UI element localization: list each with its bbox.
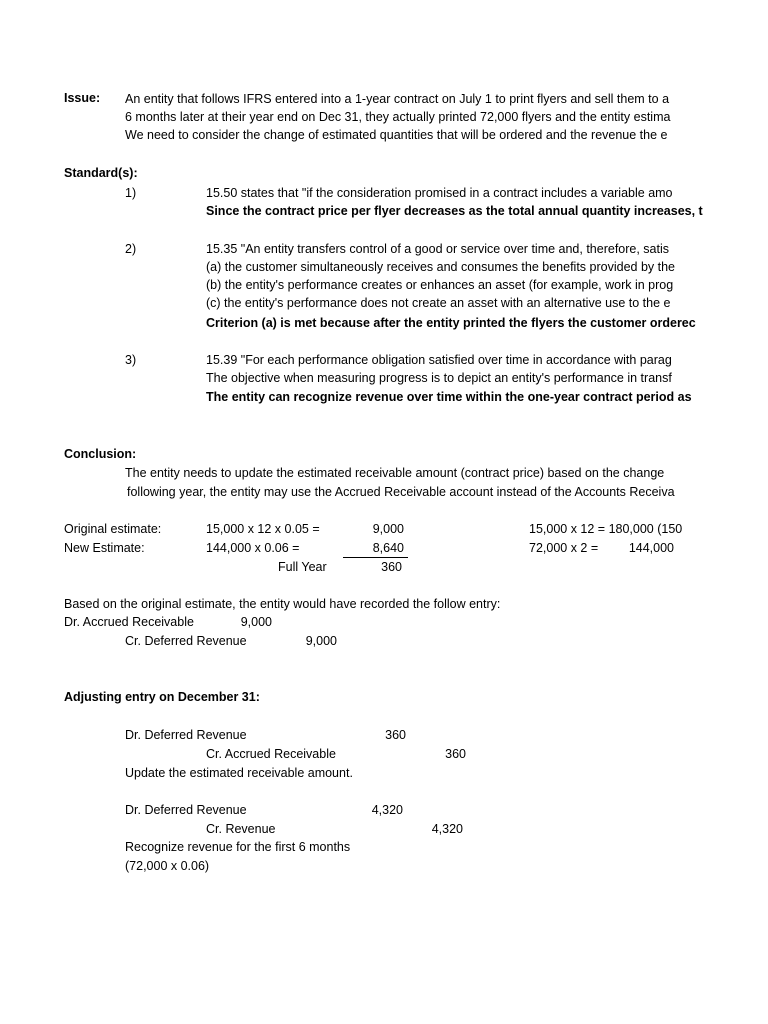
original-estimate-calc: 15,000 x 12 x 0.05 = <box>206 522 320 536</box>
issue-line-1: An entity that follows IFRS entered into a 1-year contract on July 1 to print flyers and sell them to a <box>125 92 670 106</box>
standard-2-number: 2) <box>125 242 137 256</box>
standard-3-line-1: 15.39 "For each performance obligation satisfied over time in accordance with parag <box>206 353 672 367</box>
standard-3-number: 3) <box>125 353 137 367</box>
original-entry-credit-label: Cr. Deferred Revenue <box>125 634 247 648</box>
subtotal-underline <box>343 557 408 558</box>
adjusting-entry-1-debit-label: Dr. Deferred Revenue <box>125 728 247 742</box>
original-estimate-value: 9,000 <box>372 522 404 536</box>
original-entry-debit-value: 9,000 <box>240 615 272 629</box>
issue-line-2: 6 months later at their year end on Dec 31, they actually printed 72,000 flyers and the entity estima <box>125 110 671 124</box>
original-entry-debit-label: Dr. Accrued Receivable <box>64 615 194 629</box>
full-year-value: 360 <box>381 560 402 574</box>
adjusting-entry-1-debit-value: 360 <box>385 728 406 742</box>
standard-2-line-1: 15.35 "An entity transfers control of a good or service over time and, therefore, satis <box>206 242 670 256</box>
issue-label: Issue: <box>64 91 101 105</box>
original-entry-intro: Based on the original estimate, the entity would have recorded the follow entry: <box>64 597 501 611</box>
standards-label: Standard(s): <box>64 166 138 180</box>
new-estimate-side-calc: 72,000 x 2 = <box>529 541 599 555</box>
adjusting-entry-2-note-2: (72,000 x 0.06) <box>125 859 210 873</box>
standard-1-number: 1) <box>125 186 137 200</box>
conclusion-line-2: following year, the entity may use the Accrued Receivable account instead of the Accounts Receiva <box>127 485 675 499</box>
new-estimate-side-value: 144,000 <box>628 541 674 555</box>
adjusting-entry-1-credit-value: 360 <box>445 747 466 761</box>
full-year-label: Full Year <box>278 560 327 574</box>
standard-2-line-3: (b) the entity's performance creates or enhances an asset (for example, work in prog <box>206 278 674 292</box>
adjusting-entry-2-credit-value: 4,320 <box>431 822 463 836</box>
conclusion-line-1: The entity needs to update the estimated receivable amount (contract price) based on the change <box>125 466 665 480</box>
adjusting-entry-1-credit-label: Cr. Accrued Receivable <box>206 747 336 761</box>
adjusting-entry-1-note: Update the estimated receivable amount. <box>125 766 353 780</box>
adjusting-entry-title: Adjusting entry on December 31: <box>64 690 260 704</box>
standard-2-line-5: Criterion (a) is met because after the entity printed the flyers the customer orderec <box>206 316 696 330</box>
conclusion-label: Conclusion: <box>64 447 137 461</box>
standard-3-line-2: The objective when measuring progress is to depict an entity's performance in transf <box>206 371 672 385</box>
new-estimate-calc: 144,000 x 0.06 = <box>206 541 300 555</box>
standard-2-line-2: (a) the customer simultaneously receives and consumes the benefits provided by the <box>206 260 675 274</box>
standard-2-line-4: (c) the entity's performance does not create an asset with an alternative use to the e <box>206 296 671 310</box>
adjusting-entry-2-credit-label: Cr. Revenue <box>206 822 276 836</box>
original-estimate-label: Original estimate: <box>64 522 162 536</box>
original-estimate-side-calc: 15,000 x 12 = 180,000 (150 <box>529 522 683 536</box>
standard-3-line-3: The entity can recognize revenue over time within the one-year contract period as <box>206 390 692 404</box>
standard-1-line-2: Since the contract price per flyer decreases as the total annual quantity increases, t <box>206 204 703 218</box>
original-entry-credit-value: 9,000 <box>305 634 337 648</box>
adjusting-entry-2-debit-label: Dr. Deferred Revenue <box>125 803 247 817</box>
new-estimate-label: New Estimate: <box>64 541 145 555</box>
issue-line-3: We need to consider the change of estimated quantities that will be ordered and the revenue the e <box>125 128 668 142</box>
adjusting-entry-2-note-1: Recognize revenue for the first 6 months <box>125 840 351 854</box>
adjusting-entry-2-debit-value: 4,320 <box>371 803 403 817</box>
standard-1-line-1: 15.50 states that "if the consideration promised in a contract includes a variable amo <box>206 186 673 200</box>
new-estimate-value: 8,640 <box>372 541 404 555</box>
